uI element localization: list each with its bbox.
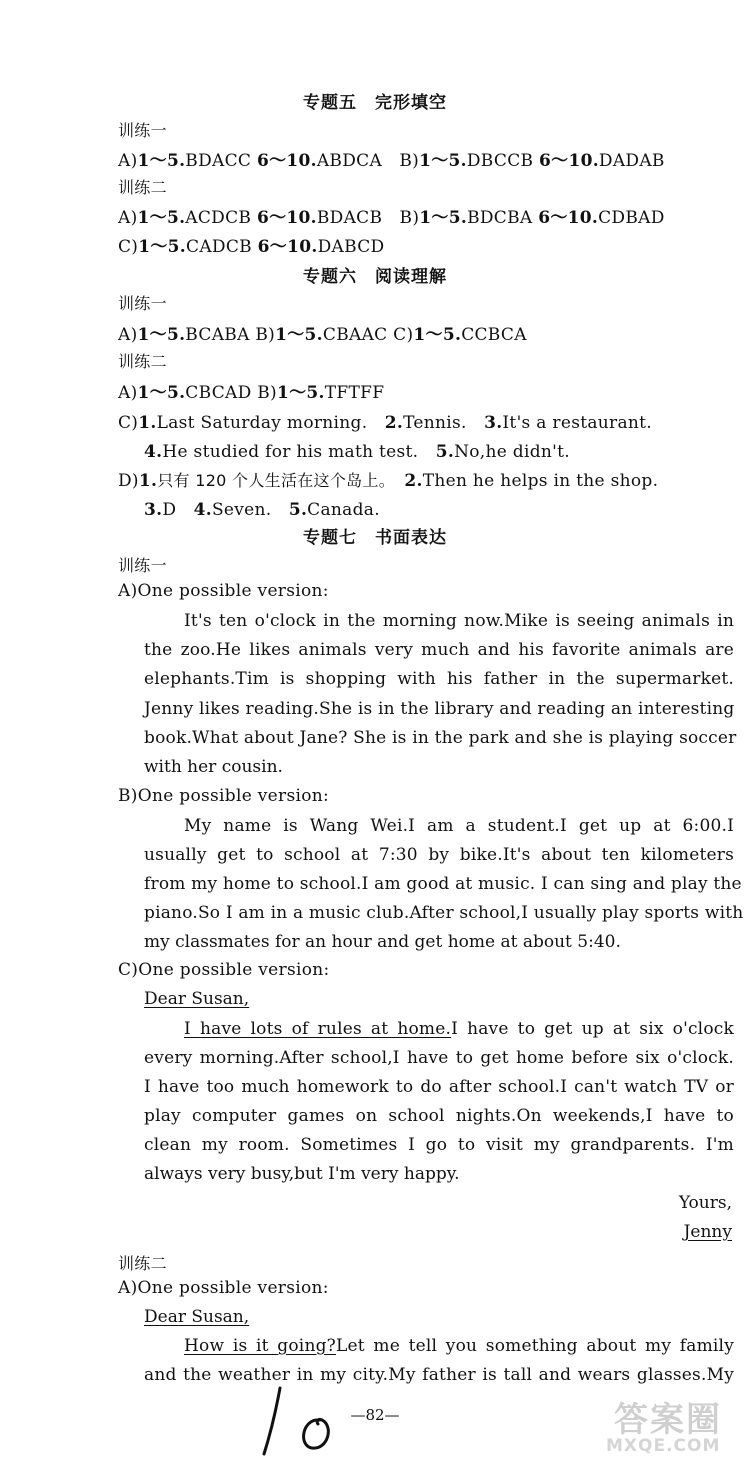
answer-line [118,146,665,171]
item-number: 4. [144,442,163,462]
item-label: A) [118,208,138,228]
item-answer: No,he didn't. [454,442,570,462]
item-label [272,500,289,520]
item-number: 1～5. [137,325,186,345]
item-number: 1～5. [276,383,325,403]
item-number: 3. [484,413,503,433]
item-number: 1. [138,413,157,433]
essay-b-heading: B)One possible version: [118,786,330,806]
answer-line [118,408,652,433]
item-number: 1～5. [137,383,186,403]
item-number: 6～10. [539,151,599,171]
watermark-bottom: MXQE.COM [606,1436,721,1456]
essay-a-line: with her cousin. [144,757,283,777]
item-answer: DADAB [598,151,665,171]
essay-b-line: My name is Wang Wei.I am a student.I get up at 6:00.I [184,816,734,836]
essay-a-heading: A)One possible version: [118,581,329,601]
item-label: B) [251,383,277,403]
handwritten-mark [258,1380,348,1460]
section-6-title: 专题六 阅读理解 [303,267,447,287]
training-2-label: 训练二 [118,1254,167,1273]
item-number: 1～5. [137,208,186,228]
essay-c-line: every morning.After school,I have to get home before six o'clock. [144,1048,734,1068]
item-label: A) [118,383,138,403]
essay-a-line: elephants.Tim is shopping with his father in the supermarket. [144,669,734,689]
item-label: B) [382,151,420,171]
essay-c-line: I have too much homework to do after school.I can't watch TV or [144,1077,734,1097]
item-label [367,413,384,433]
page-number: —82— [350,1406,400,1424]
essay-b-line: from my home to school.I am good at music. I can sing and play the [144,874,742,894]
essay-c-line: play computer games on school nights.On weekends,I have to [144,1106,734,1126]
topic-sentence: I have lots of rules at home. [184,1019,452,1039]
item-label: A) [118,325,138,345]
item-label: B) [382,208,420,228]
item-answer: ABDCA [316,151,383,171]
item-answer: ACDCB [185,208,252,228]
item-number: 1. [138,471,158,491]
answer-line [118,320,527,345]
item-number: 6～10. [256,208,317,228]
essay-b-line: piano.So I am in a music club.After school,I usually play sports with [144,903,744,923]
item-label: D) [118,471,139,491]
training-1-label: 训练一 [118,121,167,140]
item-number: 4. [193,500,212,520]
section-7-title: 专题七 书面表达 [303,528,447,548]
essay-a2-line: and the weather in my city.My father is tall and wears glasses.My [144,1365,734,1385]
item-number: 6～10. [538,208,599,228]
item-answer: CDBAD [598,208,665,228]
section-5-title: 专题五 完形填空 [303,93,447,113]
essay-a-line: It's ten o'clock in the morning now.Mike is seeing animals in [184,611,734,631]
essay-c-line: clean my room. Sometimes I go to visit my grandparents. I'm [144,1135,734,1155]
answer-line [118,378,384,403]
watermark [598,1392,740,1464]
answer-line [144,437,570,462]
item-number: 6～10. [257,237,318,257]
item-number: 2. [384,413,404,433]
essay-a2-line [184,1336,734,1356]
item-answer: Tennis. [403,413,467,433]
sentence-rest: I have to get up at six o'clock [451,1019,734,1039]
item-answer: BDACB [316,208,383,228]
signature-name: Jenny [683,1222,732,1242]
sentence-rest: Let me tell you something about my family [336,1336,734,1356]
item-number: 5. [288,500,308,520]
essay-c-salutation: Dear Susan, [144,989,250,1009]
item-number: 1～5. [413,325,462,345]
topic-sentence: How is it going? [184,1336,336,1356]
answer-line [118,466,658,491]
item-label [418,442,435,462]
watermark-top: 答案圈 [614,1400,722,1440]
item-answer: He studied for his math test. [162,442,419,462]
essay-b-line: usually get to school at 7:30 by bike.It's about ten kilometers [144,845,734,865]
item-number: 1～5. [137,151,186,171]
item-number: 6～10. [256,151,317,171]
essay-c-line [184,1019,734,1039]
item-label: B) [249,325,276,345]
training-1-label: 训练一 [118,294,167,313]
essay-a2-salutation: Dear Susan, [144,1307,250,1327]
essay-c-line: always very busy,but I'm very happy. [144,1164,460,1184]
closing: Yours, [678,1193,732,1213]
item-label: A) [118,151,138,171]
essay-c-heading: C)One possible version: [118,960,330,980]
item-answer: Last Saturday morning. [156,413,368,433]
item-answer: TFTFF [324,383,385,403]
essay-a-line: the zoo.He likes animals very much and his favorite animals are [144,640,734,660]
item-answer: DBCCB [466,151,534,171]
item-answer: DABCD [317,237,385,257]
essay-a-line: book.What about Jane? She is in the park and she is playing soccer [144,728,737,748]
item-number: 3. [144,500,163,520]
item-answer: Then he helps in the shop. [422,471,659,491]
item-label [467,413,484,433]
training-2-label: 训练二 [118,352,167,371]
item-answer: D [162,500,177,520]
item-label [176,500,193,520]
essay-a2-heading: A)One possible version: [118,1278,329,1298]
item-answer: It's a restaurant. [502,413,652,433]
answer-line [118,232,384,257]
item-answer: CADCB [186,237,252,257]
item-answer: BCABA [185,325,250,345]
essay-b-line: my classmates for an hour and get home at about 5:40. [144,932,621,952]
item-number: 1～5. [138,237,187,257]
item-answer: 只有 120 个人生活在这个岛上。 [157,471,388,490]
item-number: 1～5. [275,325,323,345]
item-label: C) [387,325,414,345]
item-answer: CBCAD [185,383,252,403]
essay-a-line: Jenny likes reading.She is in the library and reading an interesting [144,699,735,719]
answer-line [144,495,380,520]
item-answer: Canada. [307,500,380,520]
item-number: 1～5. [419,208,468,228]
answer-line [118,203,665,228]
item-answer: BDACC [185,151,252,171]
item-label: C) [118,237,139,257]
item-answer: CBAAC [322,325,388,345]
item-number: 5. [435,442,455,462]
item-answer: CCBCA [461,325,527,345]
item-label: C) [118,413,139,433]
item-answer: Seven. [211,500,272,520]
item-label [387,471,404,491]
training-2-label: 训练二 [118,178,167,197]
item-number: 1～5. [419,151,467,171]
item-answer: BDCBA [467,208,533,228]
item-number: 2. [404,471,423,491]
training-1-label: 训练一 [118,556,167,575]
